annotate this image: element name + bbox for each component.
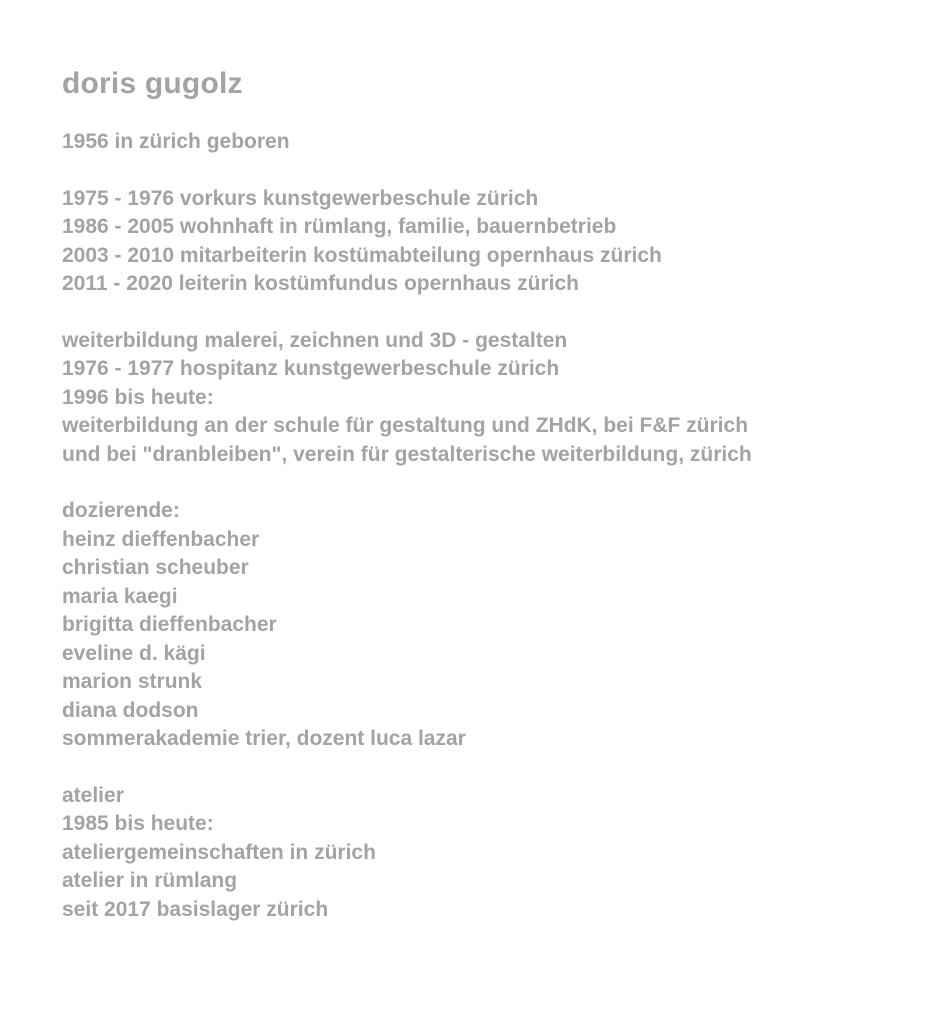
teacher-name: eveline d. kägi [62, 641, 206, 665]
education-line: 1976 - 1977 hospitanz kunstgewerbeschule zürich [62, 357, 560, 380]
education-line: weiterbildung an der schule für gestaltung und ZHdK, bei F&F zürich [62, 414, 749, 437]
biography-document [62, 64, 922, 952]
atelier-line: ateliergemeinschaften in zürich [62, 840, 376, 864]
education-line: und bei "dranbleiben", verein für gestalterische weiterbildung, zürich [62, 442, 752, 466]
atelier-line: atelier in rümlang [62, 869, 238, 892]
artist-name: doris gugolz [62, 67, 243, 100]
education-line: weiterbildung malerei, zeichnen und 3D - gestalten [62, 328, 568, 352]
education-line: 1996 bis heute: [62, 385, 214, 409]
career-line: 2011 - 2020 leiterin kostümfundus opernhaus zürich [62, 272, 579, 295]
atelier-line: 1985 bis heute: [62, 812, 214, 835]
teachers-section [62, 497, 922, 754]
education-section [62, 327, 922, 470]
teacher-name: maria kaegi [62, 584, 178, 608]
teacher-name: sommerakademie trier, dozent luca lazar [62, 727, 466, 750]
atelier-section [62, 782, 922, 925]
teacher-name: heinz dieffenbacher [62, 527, 260, 551]
birth-line: 1956 in zürich geboren [62, 130, 290, 153]
career-line: 2003 - 2010 mitarbeiterin kostümabteilung opernhaus zürich [62, 243, 662, 267]
birth-section [62, 128, 922, 157]
teacher-name: marion strunk [62, 670, 203, 693]
career-section [62, 185, 922, 299]
atelier-line: seit 2017 basislager zürich [62, 897, 329, 921]
teachers-heading: dozierende: [62, 499, 180, 522]
teacher-name: brigitta dieffenbacher [62, 613, 277, 636]
career-line: 1975 - 1976 vorkurs kunstgewerbeschule zürich [62, 186, 539, 210]
teacher-name: diana dodson [62, 698, 199, 722]
career-line: 1986 - 2005 wohnhaft in rümlang, familie, bauernbetrieb [62, 215, 617, 238]
atelier-heading: atelier [62, 783, 124, 807]
teacher-name: christian scheuber [62, 556, 249, 579]
